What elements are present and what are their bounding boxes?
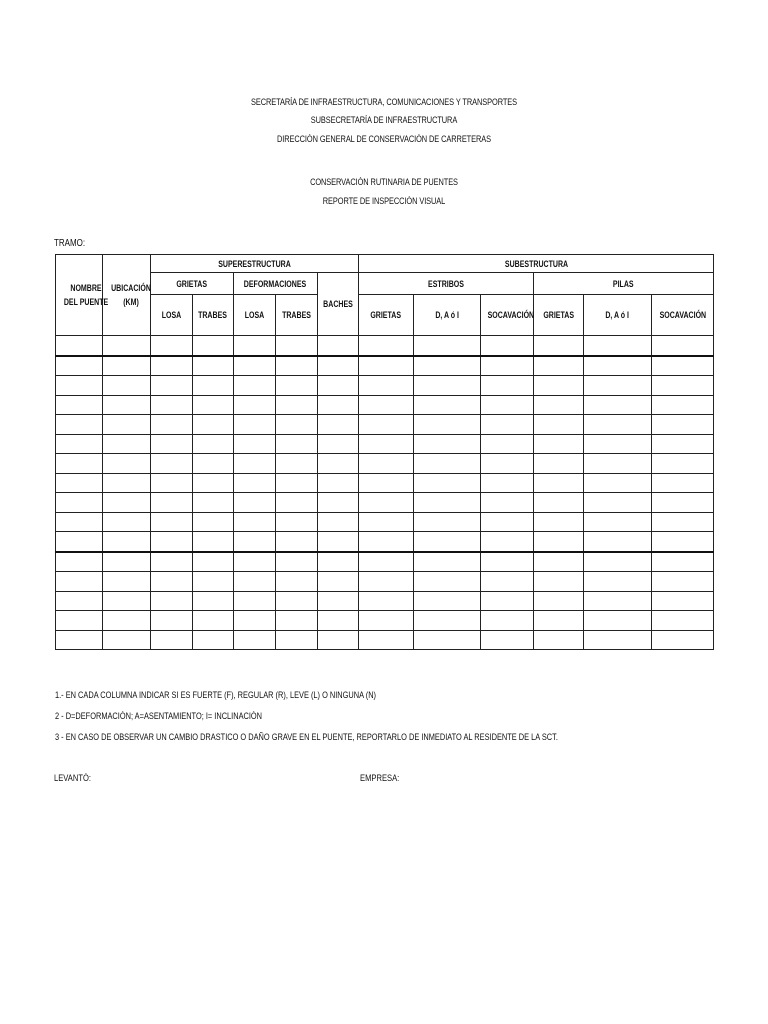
table-cell[interactable] [652,630,714,650]
header-secretaria: SECRETARÍA DE INFRAESTRUCTURA, COMUNICACIONES Y TRANSPORTES [250,97,518,108]
table-row [56,356,714,376]
table-cell[interactable] [276,434,318,454]
table-cell[interactable] [193,336,234,356]
table-cell[interactable] [359,454,414,474]
col-ubicacion: UBICACIÓN (KM) [103,255,151,336]
table-cell[interactable] [276,356,318,376]
table-cell[interactable] [534,611,584,631]
table-cell[interactable] [193,572,234,592]
table-cell[interactable] [414,395,481,415]
table-row [56,630,714,650]
table-cell[interactable] [276,532,318,552]
table-cell[interactable] [359,532,414,552]
table-cell[interactable] [193,395,234,415]
table-cell[interactable] [359,473,414,493]
empresa-label: EMPRESA: [360,773,400,784]
table-cell[interactable] [534,454,584,474]
table-cell[interactable] [103,395,151,415]
table-cell[interactable] [584,356,652,376]
table-cell[interactable] [56,493,103,513]
table-cell[interactable] [534,591,584,611]
table-cell[interactable] [584,591,652,611]
table-cell[interactable] [481,532,534,552]
table-cell[interactable] [151,336,193,356]
table-row [56,532,714,552]
table-cell[interactable] [103,454,151,474]
table-cell[interactable] [652,572,714,592]
table-cell[interactable] [584,572,652,592]
table-cell[interactable] [103,532,151,552]
header-program-title: CONSERVACIÓN RUTINARIA DE PUENTES [310,177,458,188]
table-cell[interactable] [318,611,359,631]
table-cell[interactable] [56,532,103,552]
col-grietas-super: GRIETAS [151,273,234,295]
table-cell[interactable] [103,356,151,376]
table-row [56,572,714,592]
table-cell[interactable] [481,395,534,415]
table-cell[interactable] [103,572,151,592]
table-cell[interactable] [234,434,276,454]
table-cell[interactable] [193,630,234,650]
table-cell[interactable] [318,572,359,592]
table-cell[interactable] [103,611,151,631]
table-cell[interactable] [103,552,151,572]
table-cell[interactable] [481,415,534,435]
table-cell[interactable] [318,552,359,572]
table-cell[interactable] [481,630,534,650]
table-cell[interactable] [414,356,481,376]
table-cell[interactable] [652,591,714,611]
table-row [56,611,714,631]
table-cell[interactable] [193,532,234,552]
table-cell[interactable] [56,376,103,396]
table-cell[interactable] [414,493,481,513]
table-cell[interactable] [103,376,151,396]
table-row [56,473,714,493]
col-grietas-losa: LOSA [151,295,193,336]
table-cell[interactable] [103,434,151,454]
col-estribos-dai: D, A ó I [414,295,481,336]
table-cell[interactable] [234,532,276,552]
table-cell[interactable] [318,512,359,532]
table-cell[interactable] [414,473,481,493]
table-cell[interactable] [534,512,584,532]
table-cell[interactable] [534,493,584,513]
col-baches: BACHES [318,273,359,336]
table-cell[interactable] [652,356,714,376]
table-cell[interactable] [481,473,534,493]
table-cell[interactable] [151,493,193,513]
table-cell[interactable] [234,395,276,415]
table-cell[interactable] [318,630,359,650]
table-cell[interactable] [481,493,534,513]
table-cell[interactable] [318,434,359,454]
table-cell[interactable] [103,493,151,513]
table-cell[interactable] [234,336,276,356]
table-cell[interactable] [318,336,359,356]
note-2: 2 - D=DEFORMACIÓN; A=ASENTAMIENTO; I= INCLINACIÓN [55,711,263,722]
table-cell[interactable] [359,493,414,513]
table-cell[interactable] [481,336,534,356]
table-cell[interactable] [151,395,193,415]
col-deformaciones-losa: LOSA [234,295,276,336]
table-row [56,552,714,572]
table-cell[interactable] [584,552,652,572]
table-cell[interactable] [193,493,234,513]
table-cell[interactable] [276,493,318,513]
table-cell[interactable] [193,376,234,396]
table-cell[interactable] [103,591,151,611]
table-cell[interactable] [481,512,534,532]
table-cell[interactable] [234,630,276,650]
table-cell[interactable] [652,415,714,435]
table-cell[interactable] [193,611,234,631]
table-cell[interactable] [234,376,276,396]
table-cell[interactable] [276,630,318,650]
table-row [56,336,714,356]
table-cell[interactable] [481,376,534,396]
col-pilas: PILAS [534,273,714,295]
table-cell[interactable] [534,552,584,572]
table-cell[interactable] [151,512,193,532]
table-cell[interactable] [481,552,534,572]
table-cell[interactable] [234,591,276,611]
table-cell[interactable] [652,512,714,532]
table-cell[interactable] [584,473,652,493]
table-cell[interactable] [414,532,481,552]
table-cell[interactable] [234,552,276,572]
table-cell[interactable] [481,611,534,631]
table-cell[interactable] [534,356,584,376]
table-cell[interactable] [151,532,193,552]
table-cell[interactable] [56,356,103,376]
table-cell[interactable] [151,454,193,474]
col-estribos: ESTRIBOS [359,273,534,295]
table-cell[interactable] [56,630,103,650]
table-cell[interactable] [103,630,151,650]
table-cell[interactable] [534,376,584,396]
table-cell[interactable] [318,376,359,396]
table-cell[interactable] [276,591,318,611]
table-cell[interactable] [534,630,584,650]
col-estribos-grietas: GRIETAS [359,295,414,336]
table-cell[interactable] [414,591,481,611]
table-cell[interactable] [318,395,359,415]
table-cell[interactable] [584,434,652,454]
table-cell[interactable] [481,454,534,474]
table-cell[interactable] [534,572,584,592]
table-cell[interactable] [359,572,414,592]
table-cell[interactable] [193,552,234,572]
table-cell[interactable] [652,376,714,396]
table-cell[interactable] [414,512,481,532]
table-cell[interactable] [276,415,318,435]
table-row [56,512,714,532]
table-cell[interactable] [276,473,318,493]
table-cell[interactable] [414,415,481,435]
col-grietas-trabes: TRABES [193,295,234,336]
table-cell[interactable] [276,552,318,572]
col-pilas-grietas: GRIETAS [534,295,584,336]
table-cell[interactable] [652,434,714,454]
table-cell[interactable] [103,336,151,356]
table-row [56,493,714,513]
table-cell[interactable] [414,552,481,572]
table-cell[interactable] [276,454,318,474]
table-cell[interactable] [234,512,276,532]
table-cell[interactable] [481,356,534,376]
table-cell[interactable] [534,473,584,493]
table-cell[interactable] [584,376,652,396]
table-cell[interactable] [652,552,714,572]
table-cell[interactable] [359,434,414,454]
table-cell[interactable] [193,415,234,435]
table-cell[interactable] [584,630,652,650]
table-cell[interactable] [359,591,414,611]
table-cell[interactable] [56,395,103,415]
table-cell[interactable] [584,336,652,356]
header-direccion: DIRECCIÓN GENERAL DE CONSERVACIÓN DE CARRETERAS [276,134,492,145]
table-cell[interactable] [414,376,481,396]
table-row [56,591,714,611]
table-cell[interactable] [56,611,103,631]
table-row [56,415,714,435]
table-cell[interactable] [234,493,276,513]
col-subestructura: SUBESTRUCTURA [359,255,714,273]
table-cell[interactable] [359,611,414,631]
header-report-title: REPORTE DE INSPECCIÓN VISUAL [322,196,446,207]
inspection-table [55,254,714,650]
table-cell[interactable] [359,356,414,376]
table-cell[interactable] [318,493,359,513]
table-cell[interactable] [234,356,276,376]
table-cell[interactable] [584,611,652,631]
table-cell[interactable] [652,395,714,415]
table-cell[interactable] [652,473,714,493]
table-cell[interactable] [414,336,481,356]
table-cell[interactable] [318,473,359,493]
table-row [56,395,714,415]
table-cell[interactable] [193,591,234,611]
table-cell[interactable] [534,532,584,552]
table-cell[interactable] [359,336,414,356]
table-cell[interactable] [56,591,103,611]
table-cell[interactable] [318,591,359,611]
table-cell[interactable] [359,512,414,532]
table-cell[interactable] [318,532,359,552]
table-row [56,454,714,474]
table-cell[interactable] [481,591,534,611]
table-cell[interactable] [481,572,534,592]
table-cell[interactable] [56,473,103,493]
table-cell[interactable] [414,434,481,454]
table-row [56,376,714,396]
note-1: 1.- EN CADA COLUMNA INDICAR SI ES FUERTE (F), REGULAR (R), LEVE (L) O NINGUNA (N) [55,690,377,701]
table-cell[interactable] [193,473,234,493]
table-cell[interactable] [193,434,234,454]
table-cell[interactable] [151,552,193,572]
levanto-label: LEVANTÓ: [54,773,92,784]
table-cell[interactable] [234,611,276,631]
table-cell[interactable] [234,572,276,592]
table-cell[interactable] [359,395,414,415]
table-cell[interactable] [652,454,714,474]
table-cell[interactable] [151,434,193,454]
table-cell[interactable] [151,415,193,435]
table-cell[interactable] [193,356,234,376]
table-cell[interactable] [234,415,276,435]
table-cell[interactable] [414,454,481,474]
table-cell[interactable] [56,415,103,435]
table-cell[interactable] [193,454,234,474]
table-cell[interactable] [276,336,318,356]
table-cell[interactable] [534,415,584,435]
table-cell[interactable] [193,512,234,532]
col-nombre-del-puente: NOMBRE DEL PUENTE [56,255,103,336]
table-cell[interactable] [414,630,481,650]
table-cell[interactable] [103,473,151,493]
table-cell[interactable] [56,336,103,356]
table-cell[interactable] [534,395,584,415]
table-cell[interactable] [276,376,318,396]
table-cell[interactable] [584,454,652,474]
table-cell[interactable] [652,532,714,552]
table-cell[interactable] [151,473,193,493]
table-cell[interactable] [359,552,414,572]
table-cell[interactable] [318,454,359,474]
table-cell[interactable] [234,454,276,474]
col-deformaciones: DEFORMACIONES [234,273,318,295]
table-cell[interactable] [318,356,359,376]
table-cell[interactable] [414,572,481,592]
table-cell[interactable] [151,572,193,592]
table-cell[interactable] [103,512,151,532]
table-cell[interactable] [359,630,414,650]
table-cell[interactable] [56,512,103,532]
table-cell[interactable] [276,572,318,592]
table-cell[interactable] [584,493,652,513]
note-3: 3 - EN CASO DE OBSERVAR UN CAMBIO DRASTICO O DAÑO GRAVE EN EL PUENTE, REPORTARLO DE INMEDIATO AL RESIDENTE DE LA SCT. [55,732,558,743]
table-cell[interactable] [103,415,151,435]
table-cell[interactable] [359,415,414,435]
table-cell[interactable] [359,376,414,396]
table-cell[interactable] [56,572,103,592]
table-cell[interactable] [584,512,652,532]
table-cell[interactable] [534,434,584,454]
table-cell[interactable] [276,611,318,631]
table-cell[interactable] [481,434,534,454]
tramo-label: TRAMO: [54,238,86,249]
table-cell[interactable] [151,356,193,376]
table-cell[interactable] [151,611,193,631]
table-cell[interactable] [584,532,652,552]
table-cell[interactable] [276,395,318,415]
table-cell[interactable] [234,473,276,493]
table-cell[interactable] [584,415,652,435]
table-cell[interactable] [151,376,193,396]
table-cell[interactable] [151,630,193,650]
col-estribos-socavacion: SOCAVACIÓN [481,295,534,336]
table-cell[interactable] [652,336,714,356]
table-row [56,434,714,454]
col-pilas-dai: D, A ó I [584,295,652,336]
table-cell[interactable] [584,395,652,415]
table-cell[interactable] [56,454,103,474]
table-cell[interactable] [56,434,103,454]
table-cell[interactable] [56,552,103,572]
table-cell[interactable] [652,611,714,631]
table-cell[interactable] [534,336,584,356]
col-pilas-socavacion: SOCAVACIÓN [652,295,714,336]
table-cell[interactable] [276,512,318,532]
col-superestructura: SUPERESTRUCTURA [151,255,359,273]
col-deformaciones-trabes: TRABES [276,295,318,336]
table-cell[interactable] [652,493,714,513]
table-cell[interactable] [318,415,359,435]
table-cell[interactable] [414,611,481,631]
table-cell[interactable] [151,591,193,611]
header-subsecretaria: SUBSECRETARÍA DE INFRAESTRUCTURA [310,115,458,126]
